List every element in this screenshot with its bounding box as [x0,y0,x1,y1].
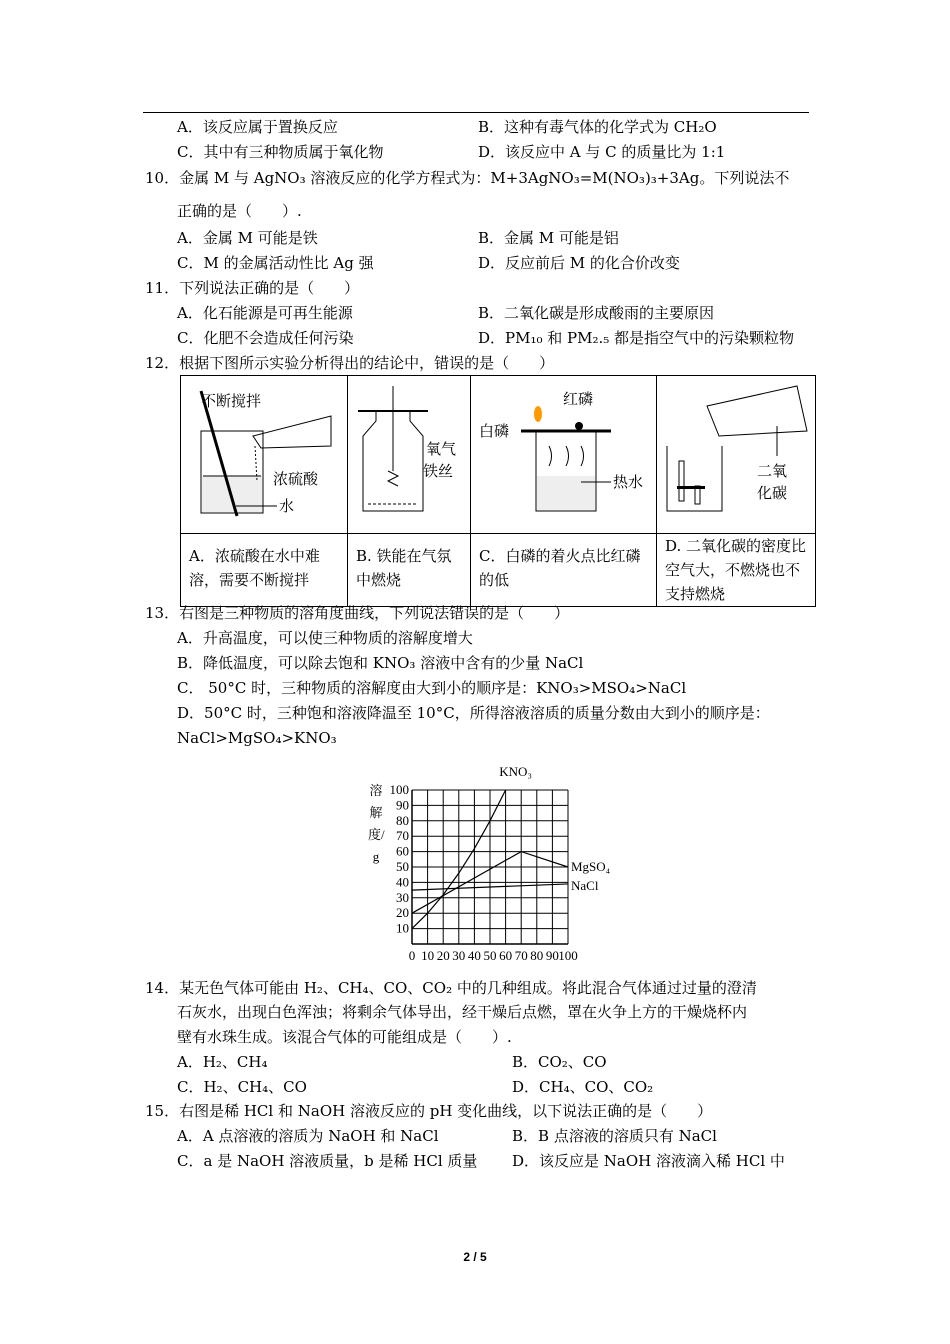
q10-option-d: D．反应前后 M 的化合价改变 [478,254,680,272]
q11-option-d: D．PM₁₀ 和 PM₂.₅ 都是指空气中的污染颗粒物 [478,329,795,347]
q13-option-d: D．50°C 时，三种饱和溶液降温至 10°C，所得溶液溶质的质量分数由大到小的顺序是： [177,704,770,722]
x-tick-label: 10 [421,948,435,963]
y-axis-label: 溶解度/g [368,783,385,864]
experiment-b-diagram [348,376,471,534]
experiment-d-diagram [657,376,816,534]
y-tick-label: 30 [396,889,409,905]
x-tick-label: 30 [452,948,466,963]
y-tick-label: 90 [396,797,409,813]
label-co2-line1: 二氧 [757,462,788,480]
y-tick-label: 10 [396,920,409,936]
q9-option-d: D．该反应中 A 与 C 的质量比为 1:1 [478,143,726,161]
q13-stem: 13．右图是三种物质的溶角度曲线，下列说法错误的是（ ） [145,604,570,622]
q10-stem: 10．金属 M 与 AgNO₃ 溶液反应的化学方程式为：M+3AgNO₃=M(NO₃)₃+3Ag。下列说法不 [145,169,790,187]
q12-stem: 12．根据下图所示实验分析得出的结论中，错误的是（ ） [145,354,555,372]
label-co2-line2: 化碳 [757,484,788,502]
x-tick-label: 40 [467,948,481,963]
series-label-MgSO4: MgSO₄ [571,859,611,874]
header-rule [143,112,809,113]
label-hot-water: 热水 [613,473,644,491]
q15-option-b: B．B 点溶液的溶质只有 NaCl [512,1127,717,1145]
label-water: 水 [279,497,295,515]
q13-option-b: B．降低温度，可以除去饱和 KNO₃ 溶液中含有的少量 NaCl [177,654,584,672]
y-tick-label: 40 [396,874,409,890]
series-label-NaCl: NaCl [571,877,599,893]
q12-experiment-table [180,375,816,607]
x-tick-label: 90 [545,948,559,963]
label-acid: 浓硫酸 [273,470,319,488]
experiment-a-diagram [181,376,348,534]
y-tick-label: 100 [389,782,409,797]
q14-stem: 14．某无色气体可能由 H₂、CH₄、CO、CO₂ 中的几种组成。将此混合气体通过过量的澄清 [145,979,757,997]
q15-option-a: A．A 点溶液的溶质为 NaOH 和 NaCl [177,1127,439,1145]
q11-option-c: C．化肥不会造成任何污染 [177,329,354,347]
label-wire: 铁丝 [423,462,454,480]
x-tick-label: 50 [483,948,497,963]
y-tick-label: 60 [396,843,409,859]
q15-stem: 15．右图是稀 HCl 和 NaOH 溶液反应的 pH 变化曲线，以下说法正确的是（ ） [145,1102,713,1120]
q10-option-a: A．金属 M 可能是铁 [177,229,318,247]
q10-stem-cont: 正确的是（ ）. [177,202,302,220]
experiment-c-diagram [471,376,657,534]
label-oxygen: 氧气 [426,440,457,458]
q13-option-c: C． 50°C 时，三种物质的溶解度由大到小的顺序是：KNO₃>MSO₄>NaCl [177,679,687,697]
series-label-KNO3: KNO₃ [499,764,532,779]
q11-option-a: A．化石能源是可再生能源 [177,304,353,322]
label-red-phosphorus: 红磷 [563,390,594,408]
q12-option-a: A．浓硫酸在水中难溶，需要不断搅拌 [181,534,348,607]
y-tick-label: 20 [396,905,409,921]
q14-stem-cont2: 壁有水珠生成。该混合气体的可能组成是（ ）. [177,1028,512,1046]
y-tick-label: 70 [396,828,409,844]
x-tick-label: 70 [514,948,528,963]
x-tick-label: 0 [408,948,416,963]
q9-option-a: A．该反应属于置换反应 [177,118,338,136]
x-tick-label: 60 [499,948,513,963]
q15-option-d: D．该反应是 NaOH 溶液滴入稀 HCl 中 [512,1152,785,1170]
q10-option-b: B．金属 M 可能是铝 [478,229,619,247]
q10-option-c: C．M 的金属活动性比 Ag 强 [177,254,374,272]
x-tick-label: 80 [530,948,544,963]
q11-option-b: B．二氧化碳是形成酸雨的主要原因 [478,304,715,322]
q14-option-c: C．H₂、CH₄、CO [177,1078,307,1096]
q14-option-b: B．CO₂、CO [512,1053,607,1071]
x-tick-label: 100 [558,948,578,963]
q13-option-d-cont: NaCl>MgSO₄>KNO₃ [177,729,337,747]
q13-option-a: A．升高温度，可以使三种物质的溶解度增大 [177,629,473,647]
y-tick-label: 50 [396,859,409,874]
q14-option-a: A．H₂、CH₄ [177,1053,268,1071]
q15-option-c: C．a 是 NaOH 溶液质量，b 是稀 HCl 质量 [177,1152,478,1170]
q12-option-b: B. 铁能在气氛中燃烧 [348,534,471,607]
q11-stem: 11．下列说法正确的是（ ） [145,279,360,297]
q12-option-c: C．白磷的着火点比红磷的低 [471,534,657,607]
q14-stem-cont1: 石灰水，出现白色浑浊；将剩余气体导出，经干燥后点燃，罩在火争上方的干燥烧杯内 [177,1003,748,1021]
label-stir: 不断搅拌 [201,392,262,410]
x-tick-label: 20 [436,948,450,963]
solubility-chart [360,760,620,965]
y-tick-label: 80 [396,812,409,828]
q9-option-c: C．其中有三种物质属于氧化物 [177,143,384,161]
q14-option-d: D．CH₄、CO、CO₂ [512,1078,654,1096]
page-number: 2 / 5 [463,1250,487,1264]
q9-option-b: B．这种有毒气体的化学式为 CH₂O [478,118,717,136]
q12-option-d: D. 二氧化碳的密度比空气大，不燃烧也不支持燃烧 [657,534,816,607]
label-white-phosphorus: 白磷 [479,422,510,440]
